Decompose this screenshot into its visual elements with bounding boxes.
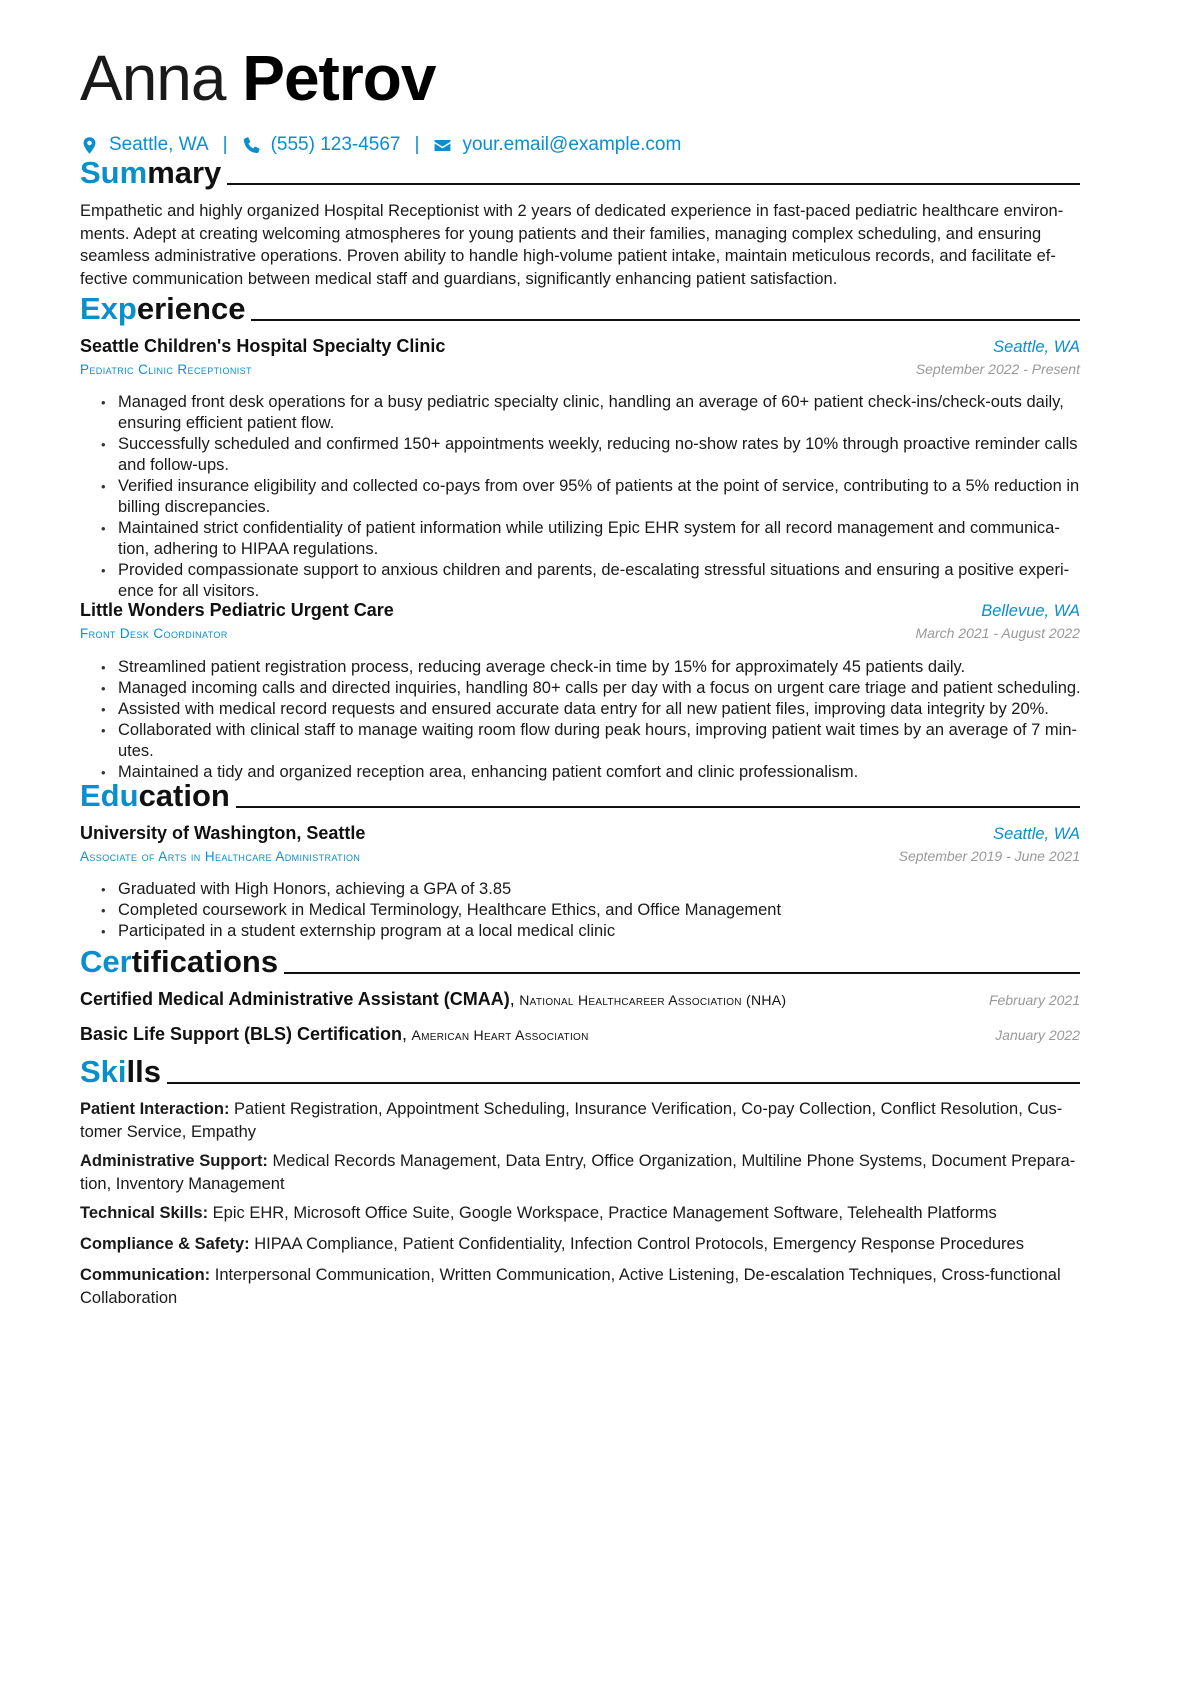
candidate-name <box>80 38 435 118</box>
phone-icon <box>242 136 261 155</box>
contact-separator: | <box>222 134 228 155</box>
section-rule <box>236 806 1080 808</box>
certification-row <box>80 989 1080 1010</box>
location-item <box>80 134 209 156</box>
job-dates: September 2022 - Present <box>915 361 1080 377</box>
contact-separator: | <box>414 134 420 155</box>
job-title: Pediatric Clinic Receptionist <box>80 362 252 377</box>
title-rest: mary <box>147 155 222 190</box>
skill-label: Compliance & Safety: <box>80 1235 250 1253</box>
education-header <box>80 823 1080 844</box>
list-item: • Participated in a student externship program at a local medical clinic <box>96 921 1096 942</box>
job-header <box>80 600 1080 621</box>
certification-issuer: American Heart Association <box>411 1027 589 1043</box>
job-bullets <box>96 392 1096 602</box>
education-dates: September 2019 - June 2021 <box>898 848 1080 864</box>
skill-label: Administrative Support: <box>80 1152 268 1170</box>
certification-issuer: National Healthcareer Association (NHA) <box>519 992 787 1008</box>
title-accent: Ski <box>80 1054 127 1089</box>
education-bullets <box>96 879 1096 942</box>
title-accent: Sum <box>80 155 148 190</box>
first-name: Anna <box>80 42 226 114</box>
section-title <box>80 943 278 981</box>
list-item: • Assisted with medical record requests and ensured accurate data entry for all new patient files, improving data integrity by 20%. <box>96 699 1096 720</box>
skill-group: Administrative Support: Medical Records Management, Data Entry, Office Organization, Multiline Phone Systems, Document Prepara- tion, Inventory Management <box>80 1152 1076 1193</box>
school-name: University of Washington, Seattle <box>80 823 366 843</box>
certification-title: Certified Medical Administrative Assistant (CMAA), National Healthcareer Association (NHA) <box>80 989 787 1009</box>
job-subheader <box>80 361 1080 377</box>
certification-row <box>80 1024 1080 1045</box>
summary-line: ments. Adept at creating welcoming atmospheres for young patients and their families, managing complex scheduling, and ensuring <box>80 224 1042 243</box>
certifications-heading <box>80 943 1080 981</box>
employer-name: Little Wonders Pediatric Urgent Care <box>80 600 394 620</box>
summary-line: seamless administrative operations. Proven ability to handle high-volume patient intake, maintain meticulous records, and facilitate ef- <box>80 247 1056 265</box>
title-rest: erience <box>136 291 246 326</box>
job-subheader <box>80 625 1080 641</box>
skill-label: Communication: <box>80 1266 211 1284</box>
section-title <box>80 777 230 815</box>
list-item: • Maintained a tidy and organized reception area, enhancing patient comfort and clinic professionalism. <box>96 762 1096 783</box>
section-title <box>80 154 221 192</box>
summary-heading <box>80 154 1080 192</box>
email-item[interactable] <box>433 134 681 156</box>
certification-title: Basic Life Support (BLS) Certification, American Heart Association <box>80 1024 589 1044</box>
list-item: • Collaborated with clinical staff to manage waiting room flow during peak hours, improving patient wait times by an average of 7 min- utes. <box>96 720 1096 762</box>
section-title <box>80 1053 161 1091</box>
last-name: Petrov <box>242 42 436 114</box>
list-item: • Successfully scheduled and confirmed 150+ appointments weekly, reducing no-show rates by 10% through proactive reminder calls and follow-ups. <box>96 434 1096 476</box>
skill-group: Technical Skills: Epic EHR, Microsoft Office Suite, Google Workspace, Practice Management Software, Telehealth Platforms <box>80 1204 997 1222</box>
phone-text: (555) 123-4567 <box>270 134 401 155</box>
location-text: Seattle, WA <box>109 134 209 155</box>
summary-line: Empathetic and highly organized Hospital Receptionist with 2 years of dedicated experience in fast-paced pediatric healthcare environ- <box>80 202 1064 220</box>
title-rest: lls <box>126 1054 161 1089</box>
list-item: • Streamlined patient registration process, reducing average check-in time by 15% for approximately 45 patients daily. <box>96 657 1096 678</box>
section-title <box>80 290 245 328</box>
contact-bar <box>80 134 681 156</box>
section-rule <box>167 1082 1080 1084</box>
title-accent: Cer <box>80 944 132 979</box>
education-subheader <box>80 848 1080 864</box>
list-item: • Graduated with High Honors, achieving a GPA of 3.85 <box>96 879 1096 900</box>
title-rest: cation <box>138 778 230 813</box>
skill-label: Patient Interaction: <box>80 1100 230 1118</box>
education-heading <box>80 777 1080 815</box>
certification-date: January 2022 <box>995 1027 1080 1043</box>
skill-group: Compliance & Safety: HIPAA Compliance, Patient Confidentiality, Infection Control Protocols, Emergency Response Procedures <box>80 1235 1024 1253</box>
certification-date: February 2021 <box>988 992 1080 1008</box>
map-pin-icon <box>80 136 99 155</box>
list-item: • Managed front desk operations for a busy pediatric specialty clinic, handling an average of 60+ patient check-ins/check-outs daily, ensuring efficient patient flow. <box>96 392 1096 434</box>
list-item: • Verified insurance eligibility and collected co-pays from over 95% of patients at the point of service, contributing to a 5% reduction in billing discrepancies. <box>96 476 1096 518</box>
section-rule <box>227 183 1080 185</box>
job-location: Seattle, WA <box>993 338 1080 356</box>
title-accent: Exp <box>80 291 137 326</box>
skill-group: Patient Interaction: Patient Registration, Appointment Scheduling, Insurance Verification, Co-pay Collection, Conflict Resolution, Cus- tomer Service, Empathy <box>80 1100 1063 1141</box>
experience-heading <box>80 290 1080 328</box>
degree-name: Associate of Arts in Healthcare Administration <box>80 849 361 864</box>
summary-text <box>80 200 1080 290</box>
list-item: • Completed coursework in Medical Terminology, Healthcare Ethics, and Office Management <box>96 900 1096 921</box>
job-dates: March 2021 - August 2022 <box>915 625 1080 641</box>
skill-label: Technical Skills: <box>80 1204 209 1222</box>
school-location: Seattle, WA <box>993 825 1080 843</box>
title-rest: tifications <box>131 944 279 979</box>
skills-heading <box>80 1053 1080 1091</box>
phone-item[interactable] <box>242 134 401 156</box>
envelope-icon <box>433 136 452 155</box>
employer-name: Seattle Children's Hospital Specialty Clinic <box>80 336 446 356</box>
list-item: • Managed incoming calls and directed inquiries, handling 80+ calls per day with a focus on urgent care triage and patient scheduling. <box>96 678 1096 699</box>
section-rule <box>284 972 1080 974</box>
job-location: Bellevue, WA <box>981 602 1080 620</box>
title-accent: Edu <box>80 778 139 813</box>
email-link[interactable]: your.email@example.com <box>462 134 682 155</box>
skill-group: Communication: Interpersonal Communication, Written Communication, Active Listening, De-escalation Techniques, Cross-functional Collaboration <box>80 1266 1061 1307</box>
list-item: • Maintained strict confidentiality of patient information while utilizing Epic EHR system for all record management and communica- tion, adhering to HIPAA regulations. <box>96 518 1096 560</box>
section-rule <box>251 319 1080 321</box>
job-header <box>80 336 1080 357</box>
job-title: Front Desk Coordinator <box>80 626 228 641</box>
summary-line: fective communication between medical staff and guardians, significantly enhancing patient satisfaction. <box>80 269 838 288</box>
list-item: • Provided compassionate support to anxious children and parents, de-escalating stressful situations and ensuring a positive experi- ence for all visitors. <box>96 560 1096 602</box>
job-bullets <box>96 657 1096 783</box>
